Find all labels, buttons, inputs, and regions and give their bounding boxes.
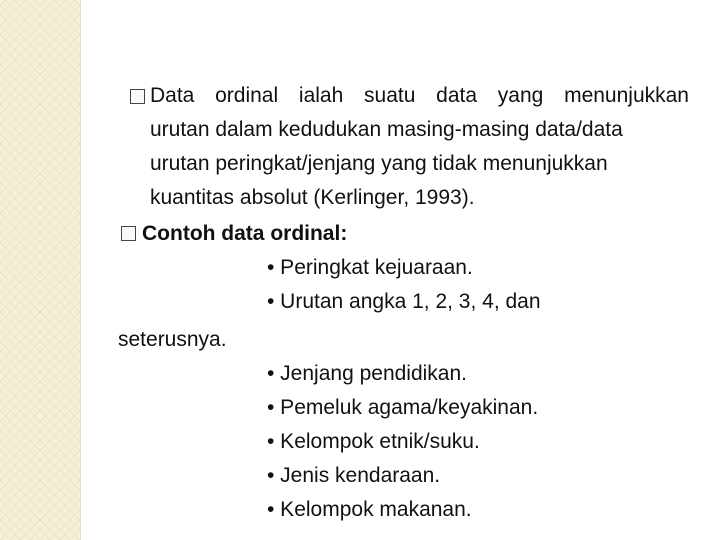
definition-word: menunjukkan	[564, 84, 689, 107]
example-item: • Peringkat kejuaraan.	[267, 256, 473, 279]
checkbox-bullet-icon	[130, 89, 145, 104]
example-item: • Jenjang pendidikan.	[267, 362, 468, 385]
definition-word: data	[436, 84, 478, 107]
example-item: • Jenis kendaraan.	[267, 464, 441, 487]
definition-word: ialah	[298, 84, 344, 107]
checkbox-bullet-icon	[121, 226, 136, 241]
definition-line-1	[150, 84, 689, 108]
definition-word: ordinal	[215, 84, 279, 107]
example-item: • Kelompok etnik/suku.	[267, 430, 480, 453]
example-item: • Urutan angka 1, 2, 3, 4, dan	[267, 290, 541, 313]
definition-line-3: urutan peringkat/jenjang yang tidak menunjukkan	[150, 152, 608, 175]
example-item: • Pemeluk agama/keyakinan.	[267, 396, 539, 419]
definition-line-2: urutan dalam kedudukan masing-masing data/data	[150, 118, 623, 141]
definition-word: yang	[497, 84, 544, 107]
definition-word: Data	[150, 84, 195, 107]
example-item-continuation: seterusnya.	[118, 328, 227, 351]
definition-word: suatu	[364, 84, 416, 107]
examples-heading: Contoh data ordinal:	[142, 222, 348, 245]
example-item: • Kelompok makanan.	[267, 498, 472, 521]
definition-line-4: kuantitas absolut (Kerlinger, 1993).	[150, 186, 475, 209]
